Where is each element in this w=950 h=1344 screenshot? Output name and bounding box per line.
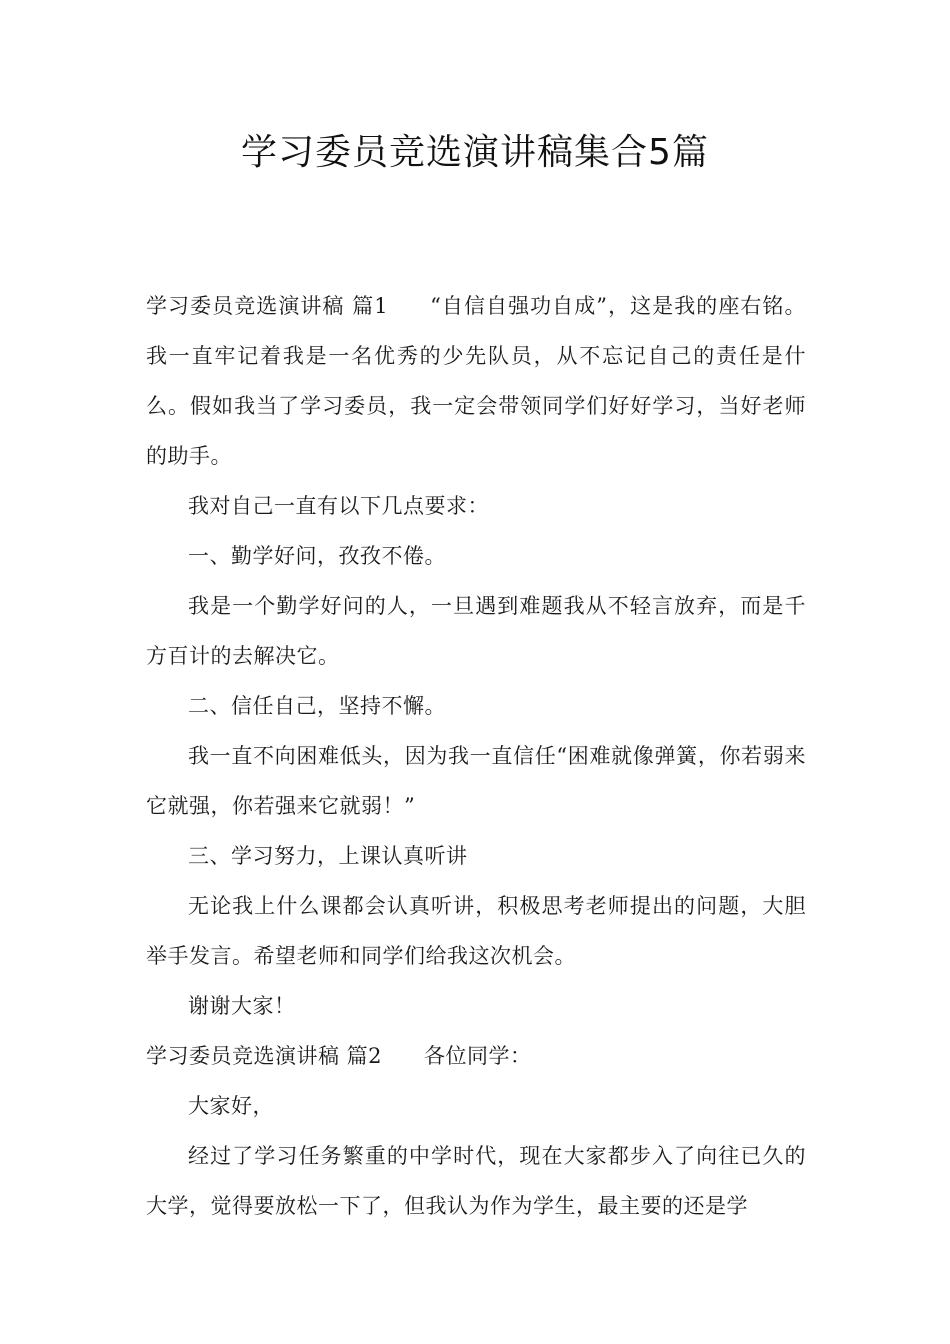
section-heading: 学习委员竞选演讲稿 篇2 bbox=[146, 1044, 383, 1068]
paragraph-text: “自信自强功自成”，这是我的座右铭。我一直牢记着我是一名优秀的少先队员，从不忘记自己的责任是什么。假如我当了学习委员，我一定会带领同学们好好学习，当好老师的助手。 bbox=[146, 294, 806, 468]
body-paragraph: 经过了学习任务繁重的中学时代，现在大家都步入了向往已久的大学，觉得要放松一下了，但我认为作为学生，最主要的还是学 bbox=[146, 1144, 806, 1218]
document-title: 学习委员竞选演讲稿集合5篇 bbox=[241, 132, 709, 173]
body-paragraph: 三、学习努力，上课认真听讲 bbox=[188, 844, 468, 868]
section-heading: 学习委员竞选演讲稿 篇1 bbox=[146, 294, 389, 318]
body-paragraph: 一、勤学好问，孜孜不倦。 bbox=[188, 544, 446, 568]
body-paragraph: 二、信任自己，坚持不懈。 bbox=[188, 694, 446, 718]
body-paragraph: 我是一个勤学好问的人，一旦遇到难题我从不轻言放弃，而是千方百计的去解决它。 bbox=[146, 594, 806, 668]
body-paragraph: 无论我上什么课都会认真听讲，积极思考老师提出的问题，大胆举手发言。希望老师和同学们给我这次机会。 bbox=[146, 894, 806, 968]
body-paragraph: 大家好， bbox=[188, 1094, 274, 1118]
section-2-intro-paragraph bbox=[146, 1031, 806, 1081]
body-paragraph: 我对自己一直有以下几点要求： bbox=[188, 494, 489, 518]
section-1-intro-paragraph bbox=[146, 281, 806, 481]
body-paragraph: 我一直不向困难低头，因为我一直信任“困难就像弹簧，你若弱来它就强，你若强来它就弱！” bbox=[146, 744, 806, 818]
body-paragraph: 谢谢大家！ bbox=[188, 994, 296, 1018]
paragraph-text: 各位同学： bbox=[424, 1044, 532, 1068]
document-body bbox=[146, 281, 806, 1231]
